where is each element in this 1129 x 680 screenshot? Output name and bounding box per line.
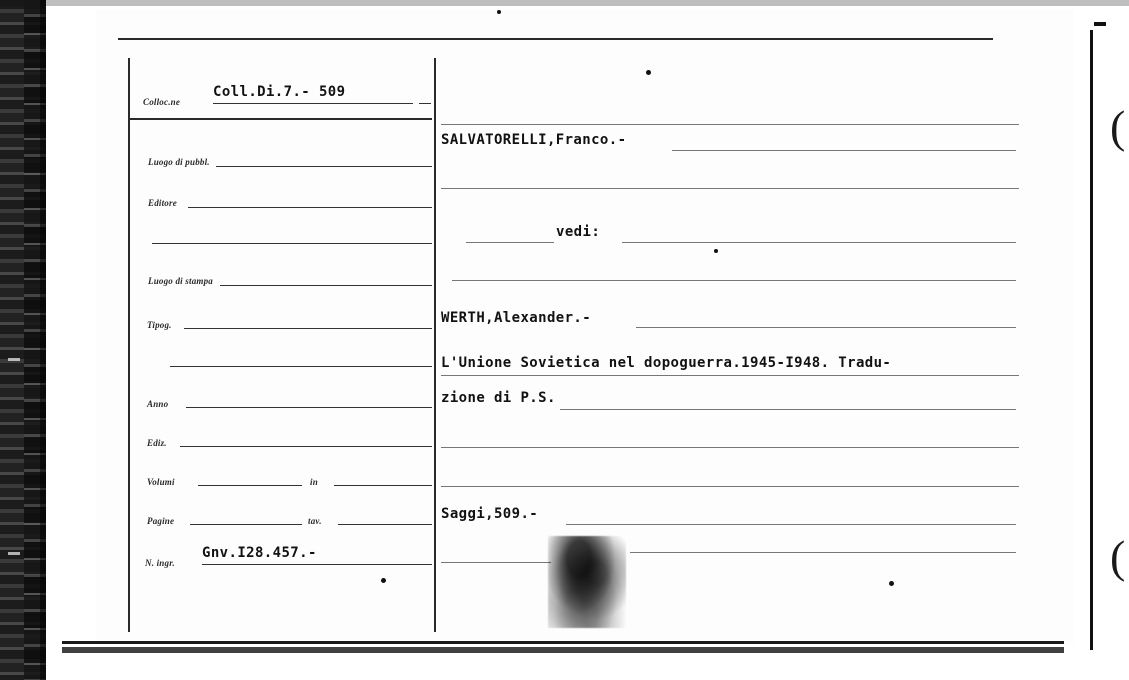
value-numero-ingresso: Gnv.I28.457.- (202, 545, 317, 561)
rule-entry-6 (441, 375, 1019, 376)
label-edizione: Ediz. (147, 438, 167, 448)
label-numero-ingresso: N. ingr. (145, 558, 175, 568)
frame-paren-bottom: ( (1110, 531, 1126, 582)
label-volumi-in: in (310, 477, 318, 487)
rule-luogo-pubblicazione (216, 166, 432, 167)
rule-anno (186, 407, 432, 408)
rule-tipografia (184, 328, 432, 329)
rule-entry-2 (441, 188, 1019, 189)
title-line-1: L'Unione Sovietica nel dopoguerra.1945-I948. Tradu- (441, 355, 892, 371)
rule-entry-8 (441, 447, 1019, 448)
frame-right-tick (1094, 22, 1106, 26)
rule-luogo-stampa (220, 285, 432, 286)
card-bottom-border (62, 641, 1064, 644)
film-notch (40, 0, 46, 680)
card-bottom-border-shadow (62, 647, 1064, 653)
label-tipografia: Tipog. (147, 320, 172, 330)
rule-volumi (198, 485, 302, 486)
rule-entry-3a (466, 242, 554, 243)
rule-entry-10 (566, 524, 1016, 525)
card-center-vertical-rule (434, 58, 436, 632)
scan-top-bar (0, 0, 1129, 6)
rule-entry-3b (622, 242, 1016, 243)
scan-speck (646, 70, 651, 75)
rule-collocazione-box-bottom (130, 118, 432, 120)
see-also-marker: vedi: (556, 224, 601, 240)
frame-paren-top: ( (1110, 101, 1126, 152)
rule-entry-11a (441, 562, 551, 563)
rule-entry-9 (441, 486, 1019, 487)
ink-smudge (548, 536, 626, 628)
title-line-2: zione di P.S. (441, 390, 556, 406)
main-author: WERTH,Alexander.- (441, 310, 592, 326)
frame-right-rule (1090, 30, 1093, 650)
rule-entry-11b (630, 552, 1016, 553)
card-left-vertical-rule (128, 58, 130, 632)
series-statement: Saggi,509.- (441, 506, 539, 522)
film-tick (8, 552, 20, 555)
scan-speck (381, 578, 386, 583)
card-top-border (118, 38, 993, 40)
rule-entry-7 (560, 409, 1016, 410)
rule-numero-ingresso (202, 564, 432, 565)
rule-entry-0 (441, 124, 1019, 125)
rule-tipografia-second (170, 366, 432, 367)
rule-collocazione-tail (419, 103, 431, 104)
rule-editore-second (152, 243, 432, 244)
rule-pagine-tav (338, 524, 432, 525)
rule-entry-1 (672, 150, 1016, 151)
value-collocazione: Coll.Di.7.- 509 (213, 84, 346, 100)
label-pagine: Pagine (147, 516, 175, 526)
rule-pagine (190, 524, 302, 525)
scan-speck (889, 581, 894, 586)
rule-edizione (180, 446, 432, 447)
scan-speck (497, 10, 501, 14)
label-anno: Anno (147, 399, 169, 409)
rule-editore (188, 207, 432, 208)
rule-entry-5 (636, 327, 1016, 328)
label-volumi: Volumi (147, 477, 175, 487)
label-luogo-pubblicazione: Luogo di pubbl. (148, 157, 210, 167)
label-pagine-tav: tav. (308, 516, 322, 526)
rule-collocazione (213, 103, 413, 104)
film-tick (8, 358, 20, 361)
label-collocazione: Colloc.ne (143, 97, 181, 107)
rule-volumi-in (334, 485, 432, 486)
label-luogo-stampa: Luogo di stampa (148, 276, 214, 286)
scan-speck (714, 249, 718, 253)
cross-reference-author: SALVATORELLI,Franco.- (441, 132, 627, 148)
label-editore: Editore (148, 198, 177, 208)
rule-entry-4 (452, 280, 1016, 281)
